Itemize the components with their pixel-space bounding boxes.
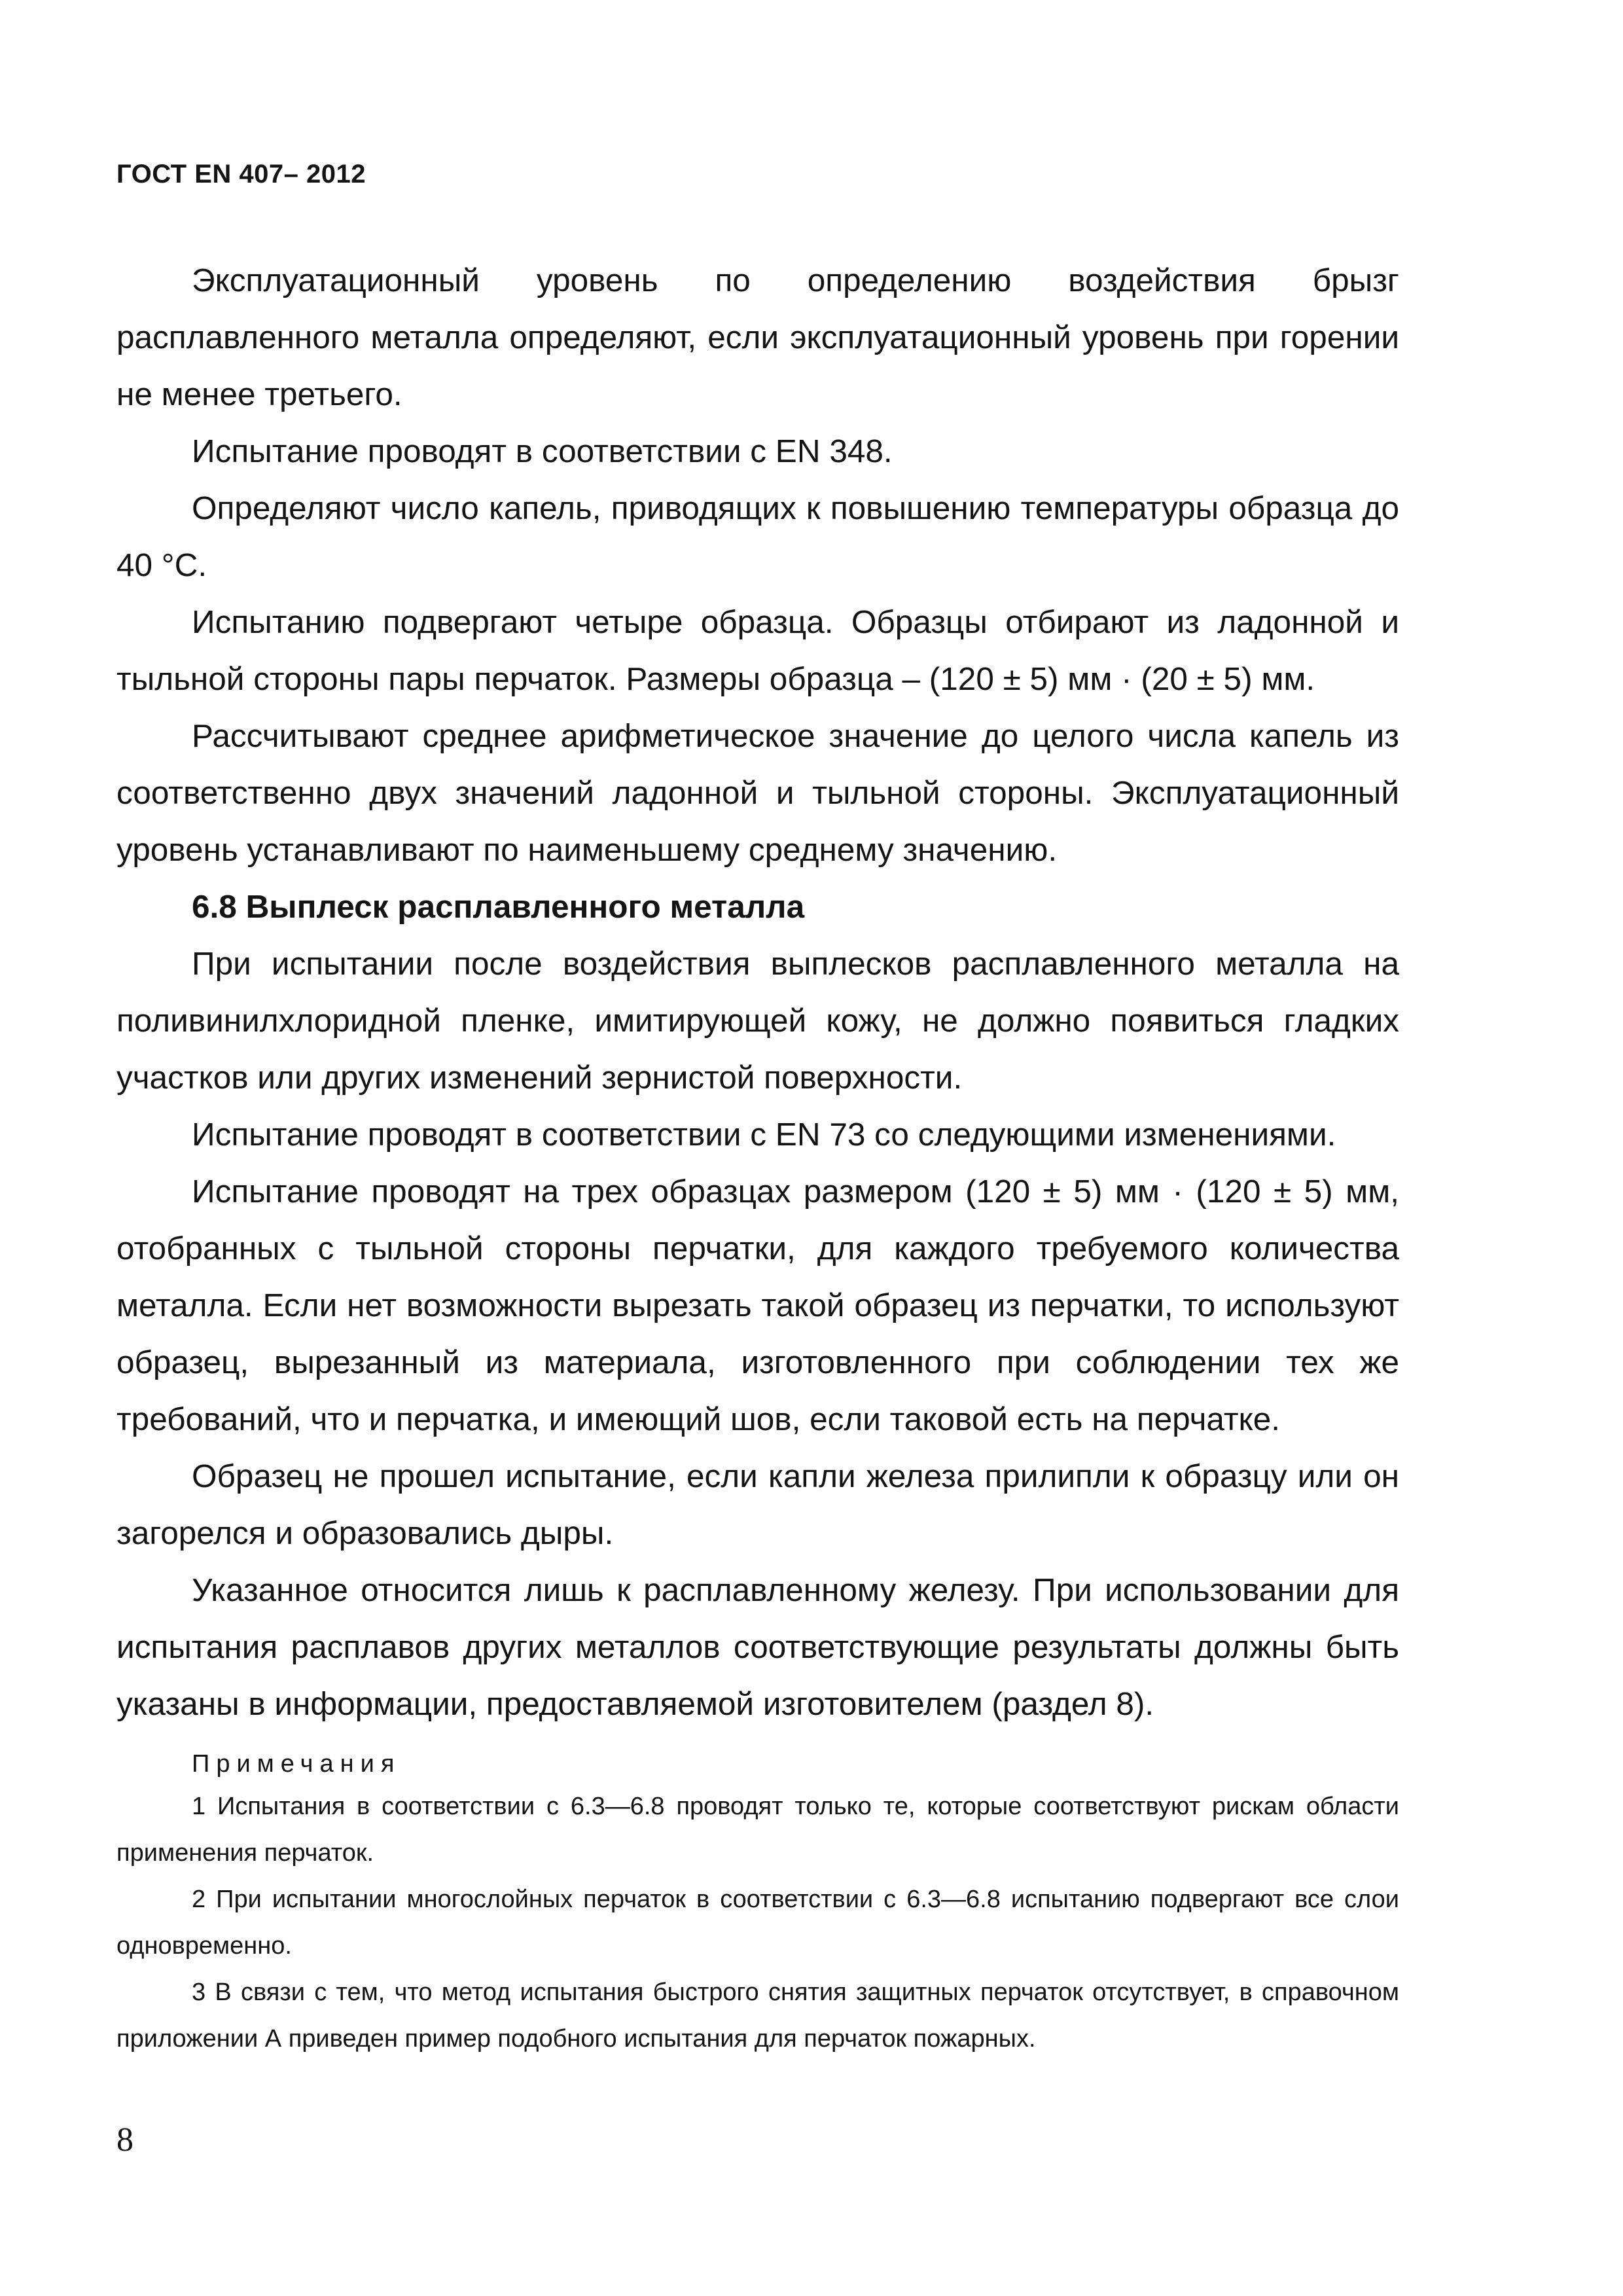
- section-paragraph: Указанное относится лишь к расплавленному железу. При использовании для испытания расплавов других металлов соответствующие результаты должны быть указаны в информации, предоставляемой изготовителем (раздел 8).: [116, 1572, 1399, 1722]
- section-paragraph: При испытании после воздействия выплесков расплавленного металла на поливинилхлоридной пленке, имитирующей кожу, не должно появиться гладких участков или других изменений зернистой поверхности.: [116, 946, 1399, 1096]
- paragraph: Испытание проводят в соответствии с EN 348.: [192, 433, 893, 469]
- section-paragraph: Образец не прошел испытание, если капли железа прилипли к образцу или он загорелся и образовались дыры.: [116, 1458, 1399, 1551]
- section-paragraph: Испытание проводят в соответствии с EN 73 со следующими изменениями.: [192, 1117, 1336, 1153]
- standard-header: ГОСТ EN 407– 2012: [116, 160, 366, 188]
- document-body: [116, 252, 1399, 2062]
- note-item: 1 Испытания в соответствии с 6.3—6.8 проводят только те, которые соответствуют рискам области применения перчаток.: [116, 1793, 1399, 1867]
- section-paragraph: Испытание проводят на трех образцах размером (120 ± 5) мм · (120 ± 5) мм, отобранных с тыльной стороны перчатки, для каждого требуемого количества металла. Если нет возможности вырезать такой образец из перчатки, то используют образец, вырезанный из материала, изготовленного при соблюдении тех же требований, что и перчатка, и имеющий шов, если таковой есть на перчатке.: [116, 1174, 1399, 1437]
- note-item: 2 При испытании многослойных перчаток в соответствии с 6.3—6.8 испытанию подвергают все слои одновременно.: [116, 1886, 1399, 1960]
- section-heading: 6.8 Выплеск расплавленного металла: [192, 889, 805, 925]
- paragraph: Испытанию подвергают четыре образца. Образцы отбирают из ладонной и тыльной стороны пары перчаток. Размеры образца – (120 ± 5) мм · (20 ± 5) мм.: [116, 604, 1399, 697]
- paragraph: Рассчитывают среднее арифметическое значение до целого числа капель из соответственно двух значений ладонной и тыльной стороны. Эксплуатационный уровень устанавливают по наименьшему среднему значению.: [116, 718, 1399, 868]
- notes-title: Примечания: [192, 1750, 401, 1778]
- paragraph: Эксплуатационный уровень по определению воздействия брызг расплавленного металла определяют, если эксплуатационный уровень при горении не менее третьего.: [116, 262, 1399, 412]
- note-item: 3 В связи с тем, что метод испытания быстрого снятия защитных перчаток отсутствует, в справочном приложении А приведен пример подобного испытания для перчаток пожарных.: [116, 1979, 1399, 2053]
- page-number: 8: [116, 2121, 134, 2159]
- paragraph: Определяют число капель, приводящих к повышению температуры образца до 40 °С.: [116, 490, 1399, 583]
